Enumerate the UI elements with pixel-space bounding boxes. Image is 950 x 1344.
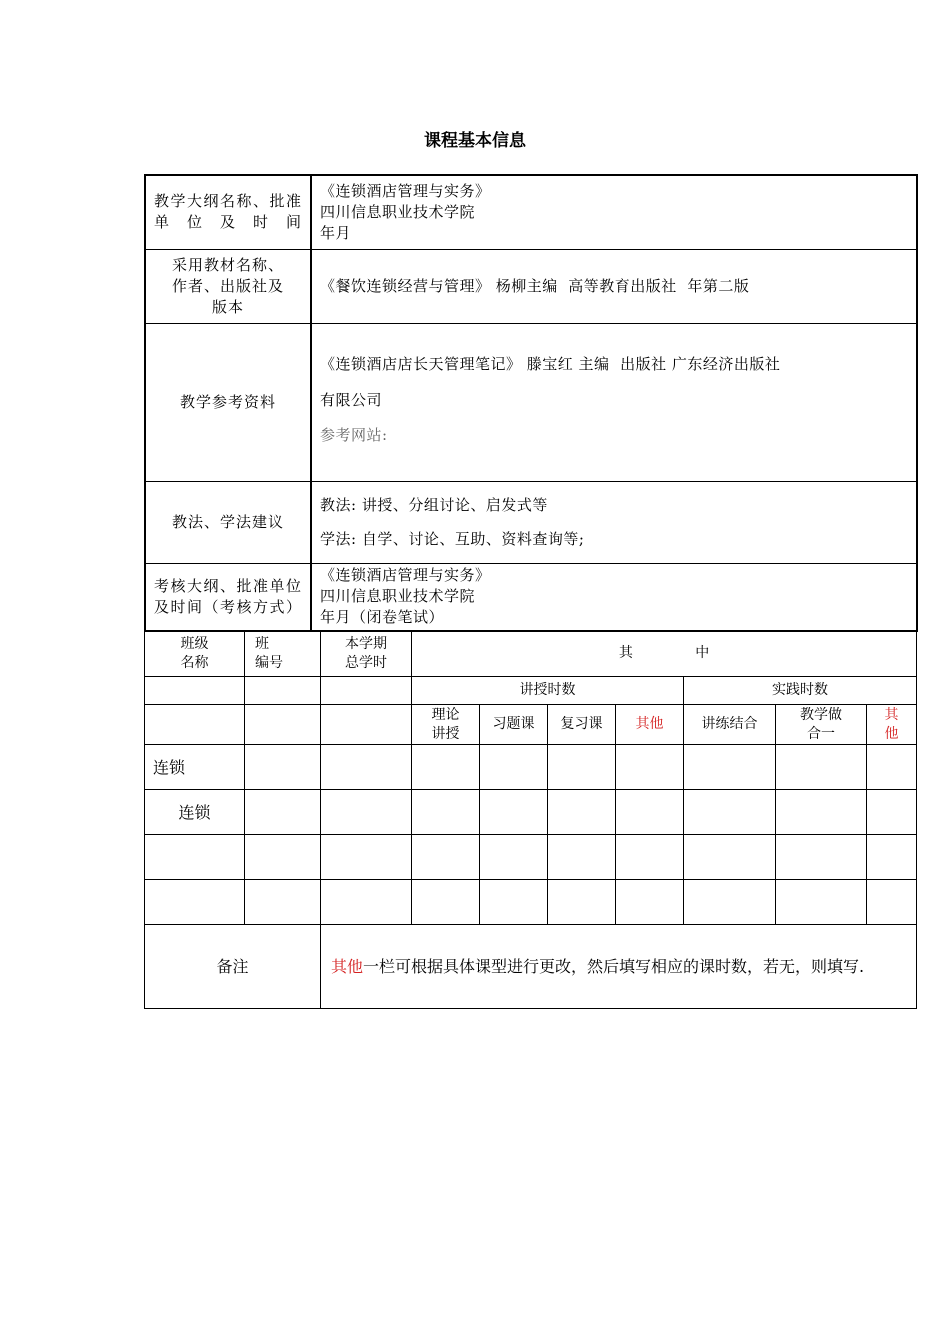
data-cell — [321, 790, 412, 835]
col-integrated — [776, 705, 867, 745]
class-name-cell: 连锁 — [145, 745, 245, 790]
data-cell — [867, 835, 917, 880]
info-row-assessment — [145, 563, 917, 631]
data-cell — [548, 790, 616, 835]
value-textbook: 《餐饮连锁经营与管理》 杨柳主编 高等教育出版社 年第二版 — [311, 249, 917, 323]
data-cell — [776, 835, 867, 880]
data-cell — [776, 880, 867, 925]
data-cell — [548, 835, 616, 880]
class-name-cell — [145, 835, 245, 880]
col-other-practice-line2: 他 — [884, 725, 899, 742]
value-methods — [311, 481, 917, 563]
memo-highlight: 其他 — [331, 956, 364, 976]
data-cell — [684, 835, 776, 880]
sub-empty-2 — [245, 705, 321, 745]
data-cell — [776, 745, 867, 790]
memo-label: 备注 — [145, 925, 321, 1009]
header-class-no — [245, 631, 321, 677]
data-cell — [684, 745, 776, 790]
hours-group-row — [145, 677, 917, 705]
label-textbook-line3: 版本 — [211, 297, 244, 316]
teaching-methods: 教法: 讲授、分组讨论、启发式等 — [320, 496, 548, 514]
data-cell — [867, 880, 917, 925]
data-cell — [867, 745, 917, 790]
memo-text — [321, 925, 917, 1009]
data-cell — [867, 790, 917, 835]
header-class-no-line1: 班 — [255, 635, 269, 652]
table-row — [145, 835, 917, 880]
memo-row — [145, 925, 917, 1009]
data-cell — [412, 835, 480, 880]
table-row — [145, 790, 917, 835]
col-exercise: 习题课 — [480, 705, 548, 745]
data-cell — [412, 790, 480, 835]
course-info-table — [144, 174, 918, 632]
col-other-practice — [867, 705, 917, 745]
data-cell — [684, 790, 776, 835]
reference-publisher: 有限公司 — [320, 390, 383, 409]
reference-book: 《连锁酒店店长天管理笔记》 滕宝红 主编 出版社 广东经济出版社 — [320, 354, 781, 373]
info-row-syllabus — [145, 175, 917, 249]
header-practice-hours: 实践时数 — [684, 677, 917, 705]
data-cell — [616, 745, 684, 790]
col-other-lecture: 其他 — [616, 705, 684, 745]
memo-body: 一栏可根据具体课型进行更改，然后填写相应的课时数，若无，则填写. — [363, 956, 865, 976]
syllabus-unit: 四川信息职业技术学院 — [320, 202, 476, 221]
syllabus-name: 《连锁酒店管理与实务》 — [320, 181, 491, 200]
data-cell — [480, 745, 548, 790]
assessment-time: 年月（闭卷笔试） — [320, 608, 445, 627]
class-hours-table — [144, 630, 917, 1009]
header-class-name-line2: 名称 — [180, 654, 209, 671]
syllabus-time: 年月 — [320, 223, 352, 242]
col-review: 复习课 — [548, 705, 616, 745]
info-row-references — [145, 323, 917, 481]
class-name-cell: 连锁 — [145, 790, 245, 835]
col-theory — [412, 705, 480, 745]
value-syllabus — [311, 175, 917, 249]
assessment-name: 《连锁酒店管理与实务》 — [320, 566, 491, 585]
label-syllabus: 教学大纲名称、批准单位及时间 — [145, 175, 311, 249]
reference-websites: 参考网站: — [320, 425, 388, 444]
data-cell — [321, 835, 412, 880]
group-empty-3 — [321, 677, 412, 705]
data-cell — [776, 790, 867, 835]
data-cell — [480, 880, 548, 925]
info-row-methods — [145, 481, 917, 563]
header-class-name-line1: 班级 — [180, 635, 209, 652]
info-row-textbook — [145, 249, 917, 323]
label-references: 教学参考资料 — [145, 323, 311, 481]
data-cell — [412, 880, 480, 925]
col-integrated-line2: 合一 — [807, 725, 835, 742]
header-among: 其 中 — [412, 631, 917, 677]
data-cell — [684, 880, 776, 925]
data-cell — [480, 835, 548, 880]
header-total-line2: 总学时 — [345, 654, 387, 671]
data-cell — [412, 745, 480, 790]
data-cell — [245, 745, 321, 790]
col-other-practice-line1: 其 — [884, 706, 899, 723]
header-class-no-line2: 编号 — [255, 654, 283, 671]
data-cell — [548, 745, 616, 790]
hours-header-row — [145, 631, 917, 677]
data-cell — [245, 835, 321, 880]
group-empty-1 — [145, 677, 245, 705]
class-name-cell — [145, 880, 245, 925]
label-textbook-line2: 作者、出版社及 — [171, 276, 284, 295]
table-row — [145, 880, 917, 925]
data-cell — [616, 880, 684, 925]
data-cell — [245, 880, 321, 925]
data-cell — [616, 790, 684, 835]
header-class-name — [145, 631, 245, 677]
data-cell — [245, 790, 321, 835]
group-empty-2 — [245, 677, 321, 705]
label-textbook-line1: 采用教材名称、 — [171, 255, 284, 274]
label-assessment: 考核大纲、批准单位及时间（考核方式） — [145, 563, 311, 631]
label-textbook — [145, 249, 311, 323]
table-row — [145, 745, 917, 790]
assessment-unit: 四川信息职业技术学院 — [320, 587, 476, 606]
col-integrated-line1: 教学做 — [800, 706, 842, 723]
col-theory-line1: 理论 — [431, 706, 460, 723]
data-cell — [321, 745, 412, 790]
learning-methods: 学法: 自学、讨论、互助、资料查询等; — [320, 530, 585, 548]
col-combined: 讲练结合 — [684, 705, 776, 745]
hours-subheader-row — [145, 705, 917, 745]
header-total-hours — [321, 631, 412, 677]
data-cell — [480, 790, 548, 835]
label-methods: 教法、学法建议 — [145, 481, 311, 563]
value-references — [311, 323, 917, 481]
header-lecture-hours: 讲授时数 — [412, 677, 684, 705]
sub-empty-3 — [321, 705, 412, 745]
data-cell — [548, 880, 616, 925]
data-cell — [321, 880, 412, 925]
page-title: 课程基本信息 — [424, 131, 526, 151]
header-total-line1: 本学期 — [345, 635, 387, 652]
col-theory-line2: 讲授 — [431, 725, 460, 742]
sub-empty-1 — [145, 705, 245, 745]
data-cell — [616, 835, 684, 880]
value-assessment — [311, 563, 917, 631]
